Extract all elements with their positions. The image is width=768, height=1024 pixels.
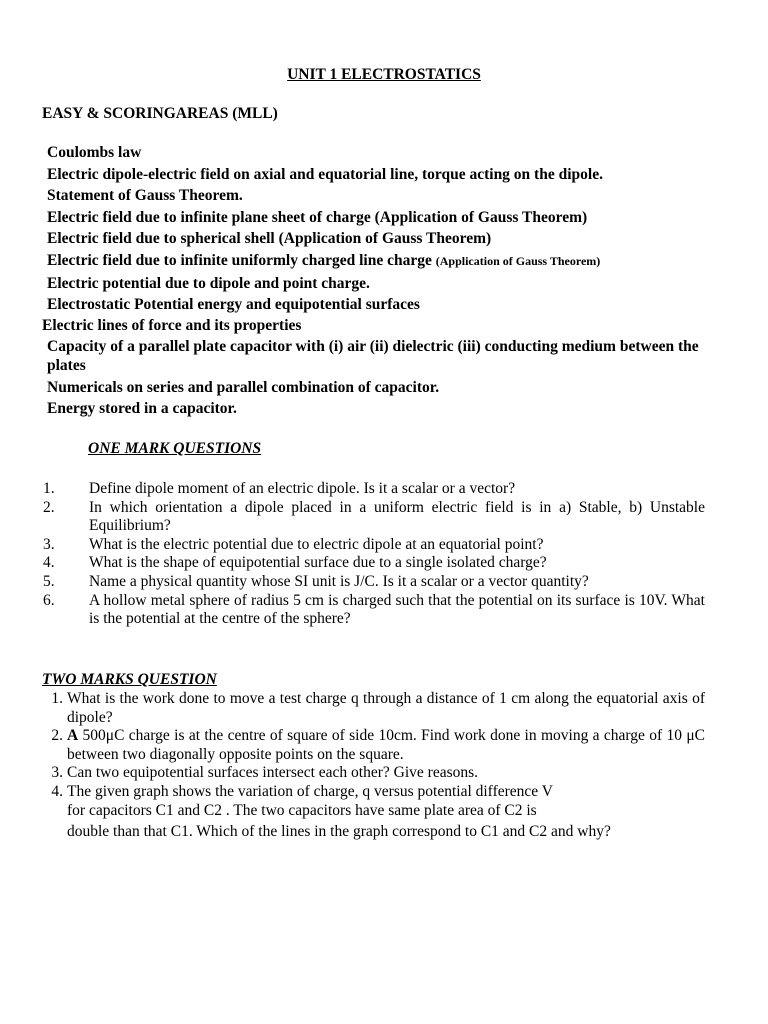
question-number: 4. <box>51 782 63 800</box>
one-mark-list <box>43 480 705 629</box>
question-text: Can two equipotential surfaces intersect each other? Give reasons. <box>67 764 479 782</box>
question-number: 3. <box>43 535 55 553</box>
question-text: What is the electric potential due to electric dipole at an equatorial point? <box>89 535 544 553</box>
question-text: What is the work done to move a test charge q through a distance of 1 cm along the equatorial axis of dipole? <box>67 690 705 726</box>
question-item <box>42 783 705 842</box>
question-item <box>43 480 705 499</box>
question-number: 5. <box>43 572 55 590</box>
topic-item: Statement of Gauss Theorem. <box>47 187 243 205</box>
topic-item: Electric lines of force and its properties <box>42 316 302 334</box>
two-marks-title: TWO MARKS QUESTION <box>42 671 217 688</box>
question-item <box>43 592 705 629</box>
topic-item: Electric field due to infinite plane sheet of charge (Application of Gauss Theorem) <box>47 208 588 226</box>
question-text: Name a physical quantity whose SI unit is J/C. Is it a scalar or a vector quantity? <box>89 572 589 590</box>
question-item <box>43 536 705 555</box>
topic-item: Numericals on series and parallel combination of capacitor. <box>47 378 440 396</box>
question-item <box>42 690 705 727</box>
two-marks-list <box>42 690 705 842</box>
question-bold-word: A <box>67 727 79 745</box>
topic-text: Electric field due to infinite uniformly charged line charge <box>47 251 432 269</box>
question-number: 6. <box>43 591 55 609</box>
question-item <box>42 764 705 783</box>
question-text-wrap <box>67 783 705 842</box>
question-line: for capacitors C1 and C2 . The two capacitors have same plate area of C2 is <box>67 801 537 819</box>
question-item <box>42 727 705 764</box>
question-number: 3. <box>51 764 63 782</box>
question-item <box>43 554 705 573</box>
question-number: 2. <box>51 727 63 745</box>
question-text: 500μC charge is at the centre of square of side 10cm. Find work done in moving a charge of 10 μC between two diagonally opposite points on the square. <box>67 727 705 763</box>
question-number: 1. <box>43 480 55 497</box>
one-mark-title: ONE MARK QUESTIONS <box>88 440 262 457</box>
question-text: Define dipole moment of an electric dipole. Is it a scalar or a vector? <box>89 480 516 497</box>
question-text-wrap <box>67 727 705 764</box>
topic-item: Coulombs law <box>47 144 142 161</box>
section-heading-mll: EASY & SCORINGAREAS (MLL) <box>42 105 278 122</box>
question-number: 4. <box>43 554 55 572</box>
topic-item: Electrostatic Potential energy and equipotential surfaces <box>47 296 420 314</box>
question-number: 1. <box>51 690 63 707</box>
question-text: A hollow metal sphere of radius 5 cm is charged such that the potential on its surface is 10V. What is the potential at the centre of the sphere? <box>89 591 705 628</box>
question-text: What is the shape of equipotential surface due to a single isolated charge? <box>89 554 547 572</box>
question-text: In which orientation a dipole placed in a uniform electric field is in a) Stable, b) Unstable Equilibrium? <box>89 498 705 535</box>
question-item <box>43 573 705 592</box>
page-title: UNIT 1 ELECTROSTATICS <box>287 66 481 83</box>
topic-item: Electric potential due to dipole and point charge. <box>47 274 370 292</box>
topic-item: Electric dipole-electric field on axial and equatorial line, torque acting on the dipole. <box>47 165 603 183</box>
question-line: The given graph shows the variation of charge, q versus potential difference V <box>67 782 553 800</box>
topic-item: Capacity of a parallel plate capacitor with (i) air (ii) dielectric (iii) conducting medium between the plates <box>47 337 699 374</box>
topic-list <box>42 142 727 420</box>
topic-item <box>47 250 727 273</box>
question-number: 2. <box>43 498 55 516</box>
question-line: double than that C1. Which of the lines in the graph correspond to C1 and C2 and why? <box>67 823 611 841</box>
topic-item: Energy stored in a capacitor. <box>47 400 237 418</box>
topic-note: (Application of Gauss Theorem) <box>435 253 601 268</box>
topic-item: Electric field due to spherical shell (Application of Gauss Theorem) <box>47 230 492 248</box>
question-item <box>43 499 705 536</box>
